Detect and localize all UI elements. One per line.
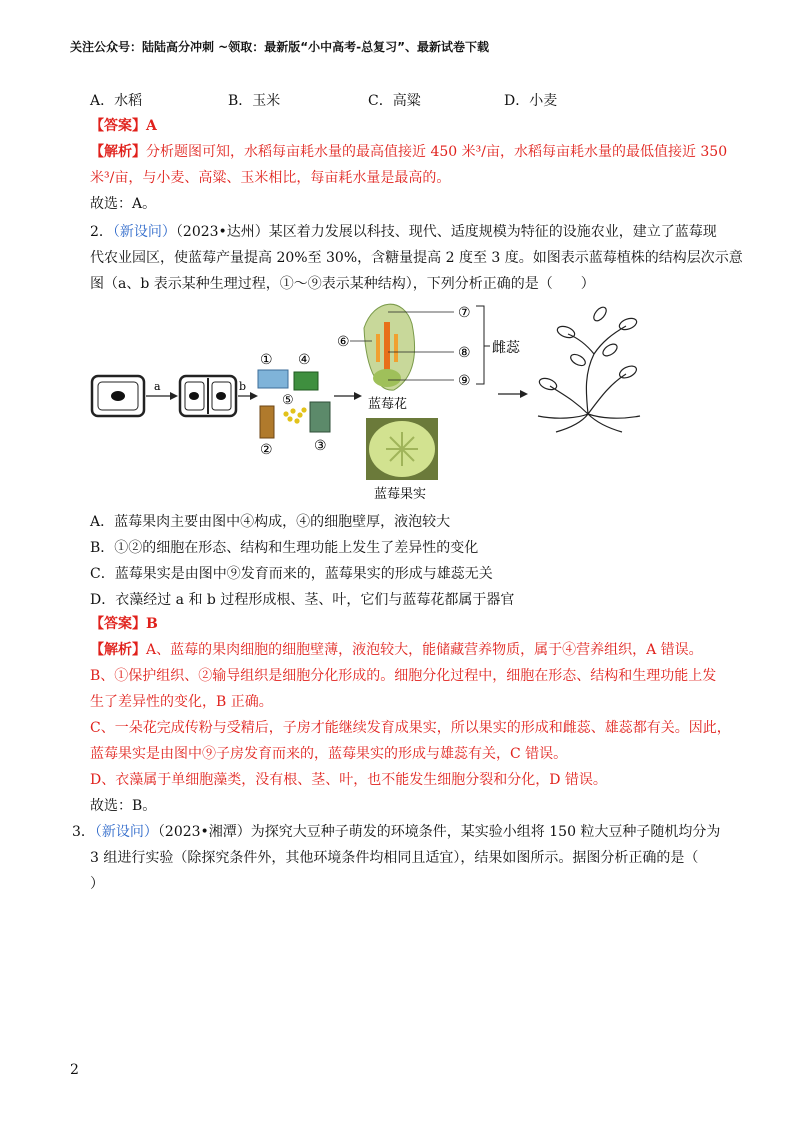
q1-analysis-line2: 米³/亩，与小麦、高粱、玉米相比，每亩耗水量是最高的。 — [90, 170, 451, 186]
mechanical-tissue-icon — [310, 402, 330, 432]
flower-caption: 蓝莓花 — [368, 397, 408, 412]
protective-tissue-icon — [258, 370, 288, 388]
answer-value: B — [146, 616, 158, 632]
fruit-caption: 蓝莓果实 — [374, 487, 427, 502]
tissue-icons — [258, 352, 330, 458]
q1-answer — [90, 116, 157, 136]
analysis-text: 分析题图可知，水稻每亩耗水量的最高值接近 450 米³/亩，水稻每亩耗水量的最低值接近 350 — [146, 144, 728, 160]
process-a-arrow — [146, 380, 178, 400]
q3-number: 3． — [72, 824, 95, 840]
q2-number: 2． — [90, 224, 113, 240]
q3-stem-text: （2023•湘潭）为探究大豆种子萌发的环境条件，某实验小组将 150 粒大豆种子随机均分为 — [157, 824, 721, 840]
label-circ3: ③ — [314, 438, 327, 454]
label-circ6: ⑥ — [337, 334, 350, 350]
q2-tag: （新设问） — [112, 224, 176, 240]
q3-stem-line1 — [72, 822, 720, 842]
answer-label: 【答案】 — [90, 616, 146, 632]
q2-stem-line3: 图（a、b 表示某种生理过程，①～⑨表示某种结构），下列分析正确的是（ ） — [90, 276, 595, 292]
q2-analysis-line2: B、①保护组织、②输导组织是细胞分化形成的。细胞分化过程中，细胞在形态、结构和生理功能上发 — [90, 668, 717, 684]
q2-option-b: B．①②的细胞在形态、结构和生理功能上发生了差异性的变化 — [90, 540, 479, 556]
q2-analysis-line3: 生了差异性的变化，B 正确。 — [90, 694, 273, 710]
conductive-tissue-icon — [260, 406, 274, 438]
q2-option-d: D．衣藻经过 a 和 b 过程形成根、茎、叶，它们与蓝莓花都属于器官 — [90, 592, 515, 608]
label-circ1: ① — [260, 352, 273, 368]
single-cell-diagram — [92, 376, 144, 416]
meristem-tissue-icon — [283, 407, 306, 423]
q2-option-c: C．蓝莓果实是由图中⑨发育而来的，蓝莓果实的形成与雄蕊无关 — [90, 566, 493, 582]
blueberry-plant-drawing — [538, 305, 640, 432]
arrow-to-flower — [334, 392, 362, 400]
q2-analysis-line1 — [90, 640, 703, 660]
q2-stem-line2: 代农业园区，使蓝莓产量提高 20%至 30%，含糖量提高 2 度至 3 度。如图表示蓝莓植株的结构层次示意 — [90, 250, 743, 266]
q3-tag: （新设问） — [94, 824, 158, 840]
q1-option-d: D．小麦 — [504, 93, 558, 109]
arrow-to-plant — [498, 390, 528, 398]
analysis-label: 【解析】 — [90, 144, 146, 160]
q2-stem-line1 — [90, 222, 717, 242]
page-header: 关注公众号：陆陆高分冲刺 ~领取：最新版“小中高考-总复习”、最新试卷下载 — [70, 40, 489, 54]
label-a: a — [154, 380, 161, 393]
q2-structure-figure — [88, 294, 668, 514]
page-number: 2 — [70, 1062, 79, 1078]
q2-analysis-line6: D、衣藻属于单细胞藻类，没有根、茎、叶，也不能发生细胞分裂和分化，D 错误。 — [90, 772, 607, 788]
q2-analysis-line4: C、一朵花完成传粉与受精后，子房才能继续发育成果实，所以果实的形成和雌蕊、雄蕊都有关。因此， — [90, 720, 731, 736]
label-circ5: ⑤ — [282, 393, 294, 408]
label-circ4: ④ — [298, 352, 311, 368]
q2-option-a: A．蓝莓果肉主要由图中④构成，④的细胞壁厚，液泡较大 — [90, 514, 451, 530]
label-b: b — [239, 380, 247, 393]
label-circ9: ⑨ — [458, 373, 471, 389]
q1-analysis-line1 — [90, 142, 727, 162]
q2-stem-text: （2023•达州）某区着力发展以科技、现代、适度规模为特征的设施农业，建立了蓝莓现 — [175, 224, 717, 240]
q2-analysis-line5: 蓝莓果实是由图中⑨子房发育而来的，蓝莓果实的形成与雄蕊有关，C 错误。 — [90, 746, 568, 762]
answer-label: 【答案】 — [90, 118, 146, 134]
q1-conclusion: 故选：A。 — [90, 196, 157, 212]
q3-stem-line3: ） — [90, 876, 104, 892]
analysis-text: A、蓝莓的果肉细胞的细胞壁薄，液泡较大，能储藏营养物质，属于④营养组织，A 错误。 — [146, 642, 703, 658]
pistil-label: 雌蕊 — [492, 340, 520, 356]
label-circ7: ⑦ — [458, 305, 471, 321]
q3-stem-line2: 3 组进行实验（除探究条件外，其他环境条件均相同且适宜），结果如图所示。据图分析正确的是（ — [90, 850, 699, 866]
label-circ2: ② — [260, 442, 273, 458]
two-cell-diagram — [180, 376, 236, 416]
q2-answer — [90, 614, 158, 634]
process-b-arrow — [238, 380, 258, 400]
q1-option-a: A．水稻 — [90, 93, 143, 109]
q1-option-c: C．高粱 — [368, 93, 421, 109]
answer-value: A — [146, 118, 157, 134]
blueberry-flower-picture — [337, 304, 521, 412]
q2-conclusion: 故选：B。 — [90, 798, 157, 814]
q1-option-b: B．玉米 — [228, 93, 281, 109]
blueberry-fruit-picture — [366, 418, 438, 502]
nutrient-tissue-icon — [294, 372, 318, 390]
label-circ8: ⑧ — [458, 345, 471, 361]
analysis-label: 【解析】 — [90, 642, 146, 658]
